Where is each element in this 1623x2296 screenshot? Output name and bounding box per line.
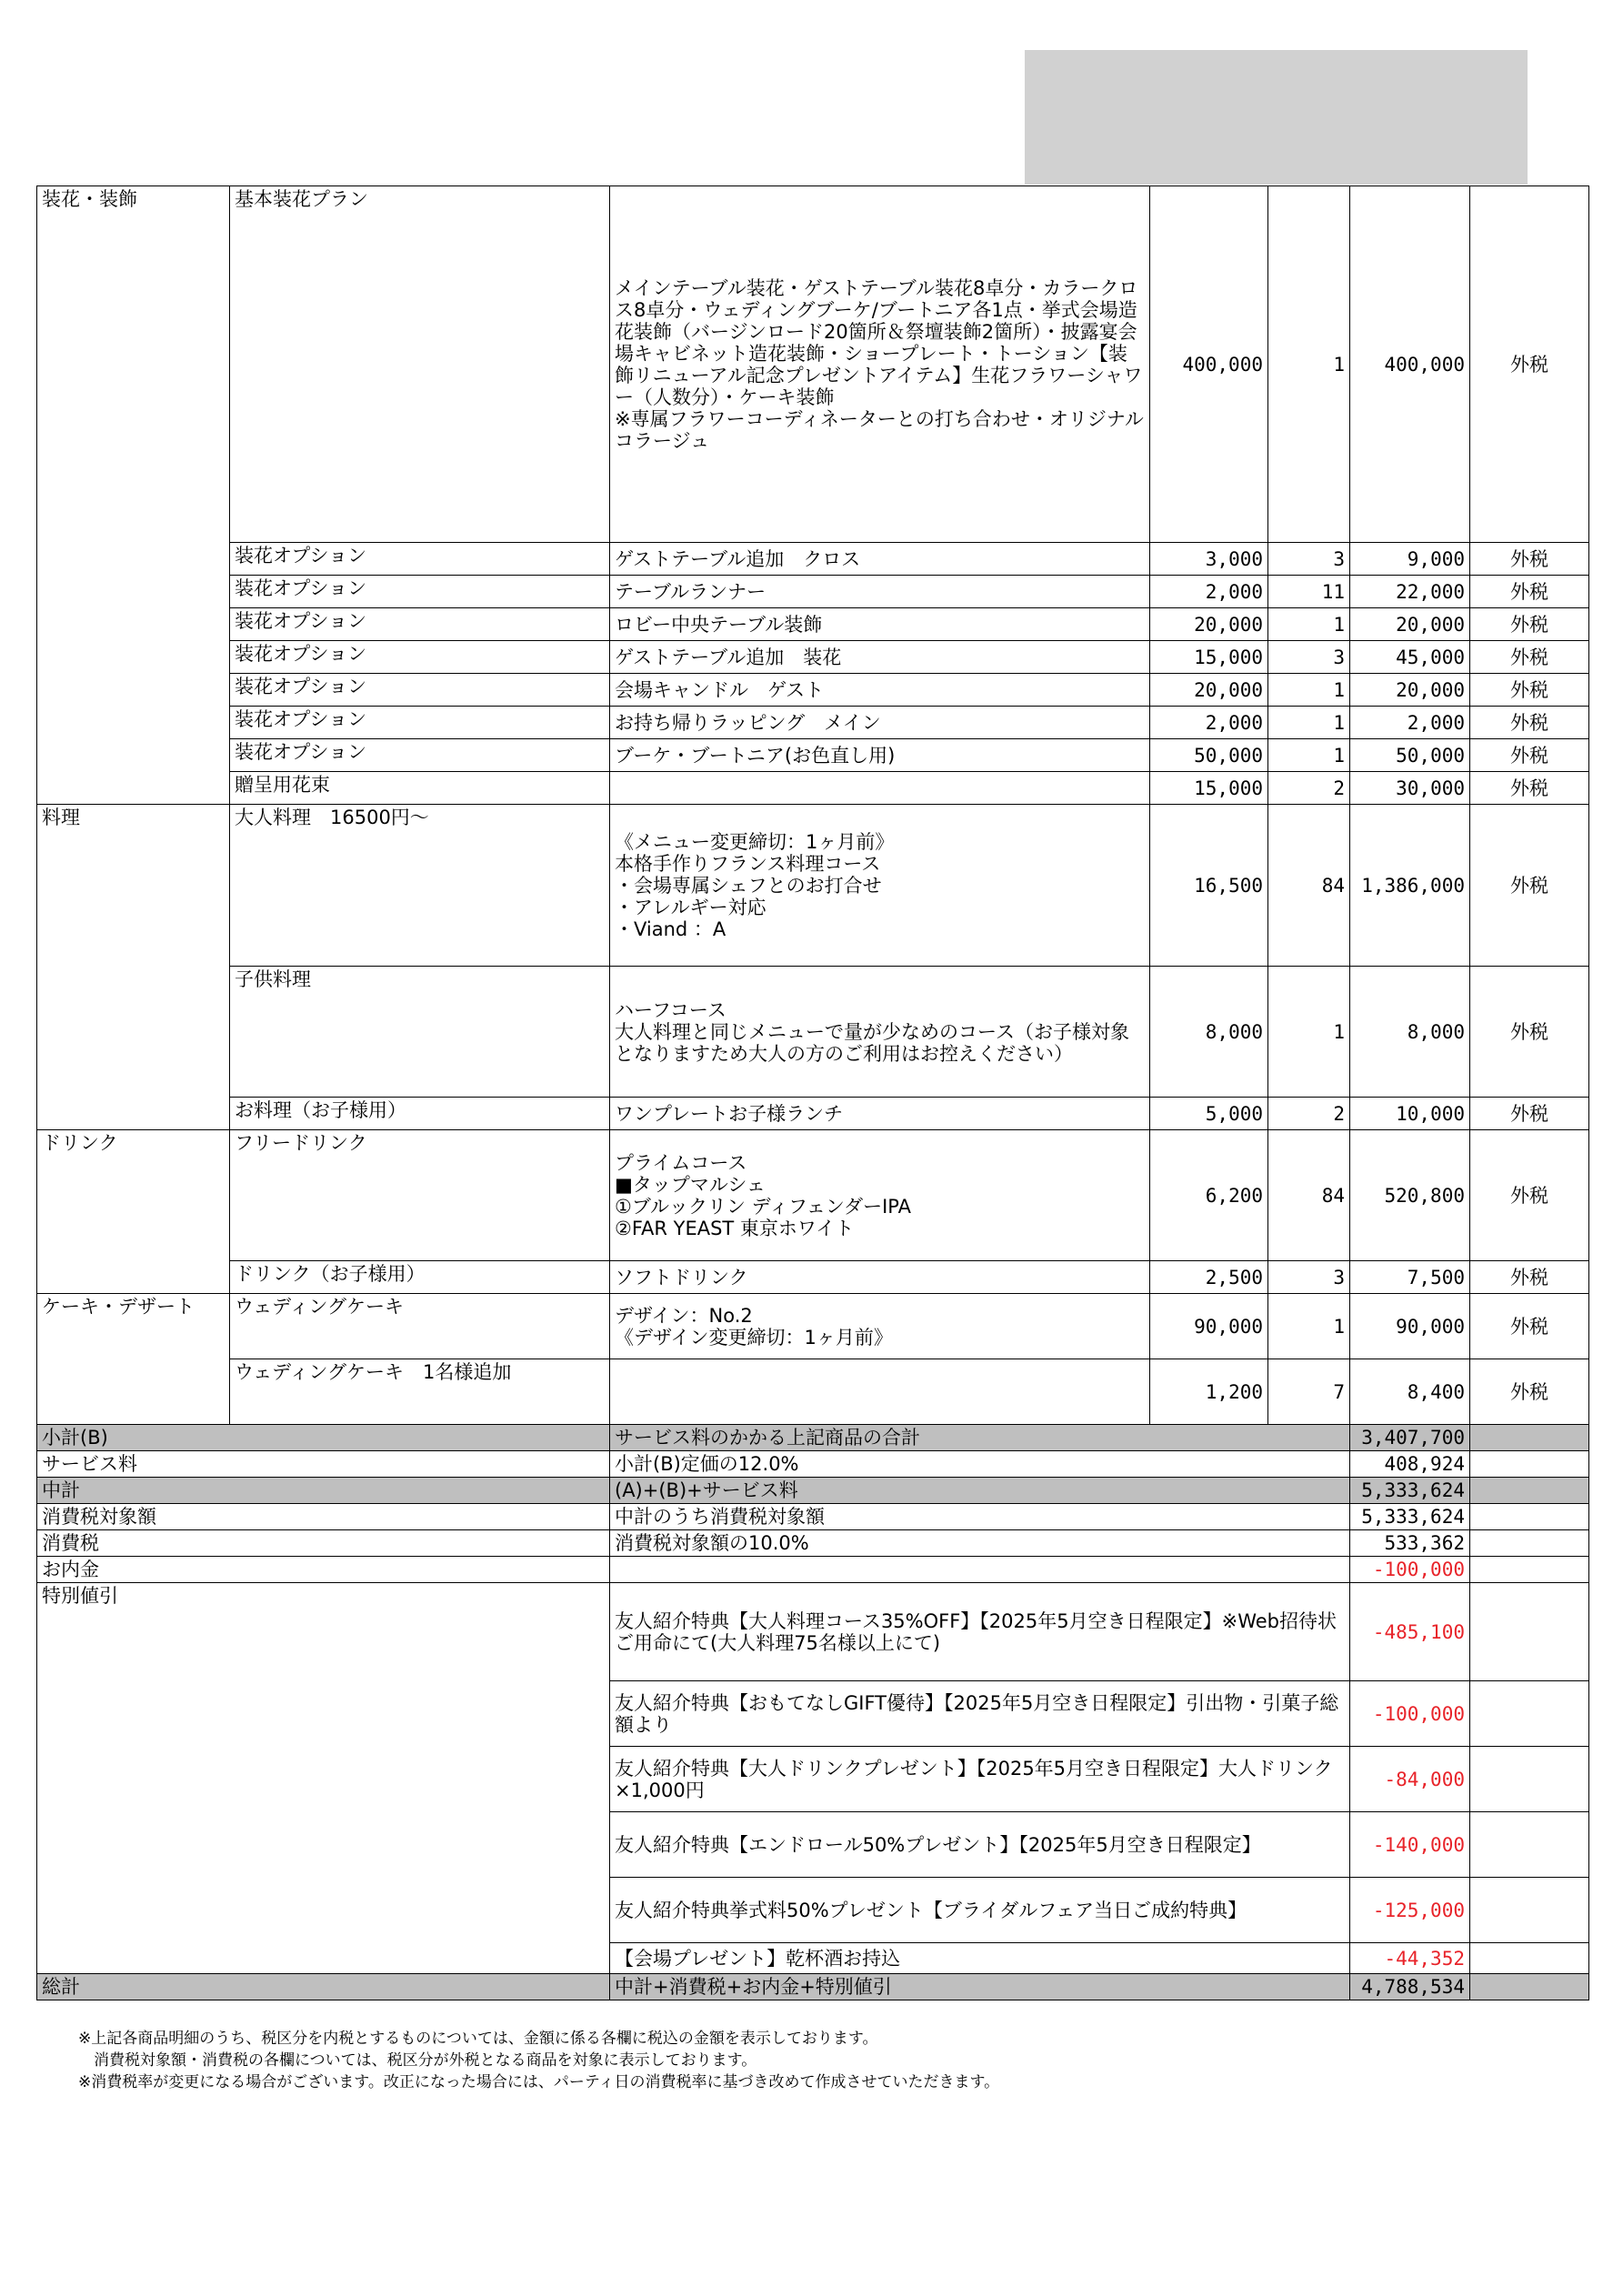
item-description: 会場キャンドル ゲスト [610,674,1150,707]
item-description: お持ち帰りラッピング メイン [610,707,1150,739]
amount: 8,400 [1350,1359,1470,1425]
item-name: 装花オプション [230,543,610,576]
unit-price: 50,000 [1150,739,1268,772]
unit-price: 2,500 [1150,1261,1268,1294]
unit-price: 20,000 [1150,674,1268,707]
summary-label: 消費税 [37,1530,610,1557]
item-description: ゲストテーブル追加 クロス [610,543,1150,576]
table-row [37,641,1589,674]
summary-label: お内金 [37,1557,610,1583]
tax-type: 外税 [1470,186,1589,543]
tax-type: 外税 [1470,1261,1589,1294]
table-row [37,674,1589,707]
footnote: ※消費税率が変更になる場合がございます。改正になった場合には、パーティ日の消費税率に基づき改めて作成させていただきます。 [78,2073,1000,2091]
item-description: ハーフコース 大人料理と同じメニューで量が少なめのコース（お子様対象となりますため大人の方のご利用はお控えください） [610,967,1150,1098]
item-name: 装花オプション [230,739,610,772]
footnotes [78,2028,999,2093]
item-name: 贈呈用花束 [230,772,610,805]
tax-type: 外税 [1470,1098,1589,1130]
amount: 20,000 [1350,674,1470,707]
discount-amount: -140,000 [1350,1812,1470,1878]
item-description: 《メニュー変更締切：1ヶ月前》 本格手作りフランス料理コース ・会場専属シェフとのお打合せ ・アレルギー対応 ・Viand ：A [610,805,1150,967]
amount: 9,000 [1350,543,1470,576]
item-description: メインテーブル装花・ゲストテーブル装花8卓分・カラークロス8卓分・ウェディングブーケ/ブートニア各1点・挙式会場造花装飾（バージンロード20箇所＆祭壇装飾2箇所）・披露宴会場キャビネット造花装飾・ショープレート・トーション【装飾リニューアル記念プレゼントアイテム】生花フラワーシャワー（人数分）・ケーキ装飾 ※専属フラワーコーディネーターとの打ち合わせ・オリジナルコラージュ [610,186,1150,543]
footnote: ※上記各商品明細のうち、税区分を内税とするものについては、金額に係る各欄に税込の金額を表示しております。 [78,2030,878,2048]
amount: 2,000 [1350,707,1470,739]
summary-description: サービス料のかかる上記商品の合計 [610,1425,1350,1451]
amount: 90,000 [1350,1294,1470,1359]
discount-row [37,1583,1589,1681]
item-name: 子供料理 [230,967,610,1098]
summary-label: 中計 [37,1478,610,1504]
amount: 30,000 [1350,772,1470,805]
item-description: プライムコース ■タップマルシェ ①ブルックリン ディフェンダーIPA ②FAR YEAST 東京ホワイト [610,1130,1150,1261]
table-row [37,707,1589,739]
item-name: 大人料理 16500円～ [230,805,610,967]
summary-description: 消費税対象額の10.0% [610,1530,1350,1557]
unit-price: 400,000 [1150,186,1268,543]
summary-description: 中計のうち消費税対象額 [610,1504,1350,1530]
item-description: ワンプレートお子様ランチ [610,1098,1150,1130]
amount: 22,000 [1350,576,1470,608]
discount-description: 友人紹介特典【エンドロール50%プレゼント】【2025年5月空き日程限定】 [610,1812,1350,1878]
tax-type: 外税 [1470,608,1589,641]
quantity: 3 [1268,1261,1350,1294]
item-name: 装花オプション [230,608,610,641]
tax-type: 外税 [1470,739,1589,772]
summary-row-deposit [37,1557,1589,1583]
tax-type: 外税 [1470,1130,1589,1261]
discount-label: 特別値引 [37,1583,610,1974]
discount-amount: -125,000 [1350,1878,1470,1943]
discount-description: 友人紹介特典【大人料理コース35%OFF】【2025年5月空き日程限定】※Web招待状ご用命にて(大人料理75名様以上にて) [610,1583,1350,1681]
unit-price: 8,000 [1150,967,1268,1098]
footnote: 消費税対象額・消費税の各欄については、税区分が外税となる商品を対象に表示しております。 [78,2051,757,2070]
quantity: 1 [1268,739,1350,772]
table-row [37,1098,1589,1130]
amount: 50,000 [1350,739,1470,772]
table-row [37,739,1589,772]
quantity: 1 [1268,674,1350,707]
item-name: ドリンク（お子様用） [230,1261,610,1294]
item-name: ウェディングケーキ [230,1294,610,1359]
unit-price: 6,200 [1150,1130,1268,1261]
unit-price: 1,200 [1150,1359,1268,1425]
tax-type: 外税 [1470,1359,1589,1425]
table-row [37,1294,1589,1359]
unit-price: 15,000 [1150,641,1268,674]
category-cell: 装花・装飾 [37,186,230,805]
summary-row-service [37,1451,1589,1478]
summary-amount: 5,333,624 [1350,1478,1470,1504]
tax-type: 外税 [1470,543,1589,576]
table-row [37,576,1589,608]
summary-amount: 533,362 [1350,1530,1470,1557]
total-label: 総計 [37,1974,610,2000]
item-name: ウェディングケーキ 1名様追加 [230,1359,610,1425]
quantity: 1 [1268,1294,1350,1359]
table-row [37,772,1589,805]
summary-description [610,1557,1350,1583]
tax-type: 外税 [1470,805,1589,967]
amount: 7,500 [1350,1261,1470,1294]
unit-price: 3,000 [1150,543,1268,576]
item-description [610,772,1150,805]
discount-description: 【会場プレゼント】乾杯酒お持込 [610,1943,1350,1974]
quantity: 1 [1268,967,1350,1098]
quantity: 7 [1268,1359,1350,1425]
discount-amount: -44,352 [1350,1943,1470,1974]
item-name: お料理（お子様用） [230,1098,610,1130]
unit-price: 2,000 [1150,576,1268,608]
summary-label: サービス料 [37,1451,610,1478]
quantity: 1 [1268,707,1350,739]
item-description: ロビー中央テーブル装飾 [610,608,1150,641]
tax-type: 外税 [1470,772,1589,805]
table-row [37,805,1589,967]
quantity: 1 [1268,608,1350,641]
item-description: ゲストテーブル追加 装花 [610,641,1150,674]
category-cell: ドリンク [37,1130,230,1294]
summary-label: 消費税対象額 [37,1504,610,1530]
summary-amount: 408,924 [1350,1451,1470,1478]
quantity: 11 [1268,576,1350,608]
unit-price: 16,500 [1150,805,1268,967]
summary-row-taxable [37,1504,1589,1530]
summary-amount: 3,407,700 [1350,1425,1470,1451]
estimate-table [36,185,1589,2000]
item-description [610,1359,1150,1425]
tax-type: 外税 [1470,674,1589,707]
category-cell: ケーキ・デザート [37,1294,230,1425]
discount-amount: -485,100 [1350,1583,1470,1681]
discount-amount: -100,000 [1350,1681,1470,1747]
amount: 8,000 [1350,967,1470,1098]
table-row [37,608,1589,641]
amount: 520,800 [1350,1130,1470,1261]
summary-description: (A)+(B)+サービス料 [610,1478,1350,1504]
category-cell: 料理 [37,805,230,1130]
unit-price: 5,000 [1150,1098,1268,1130]
header-placeholder-box [1025,50,1528,185]
item-name: 装花オプション [230,641,610,674]
quantity: 3 [1268,543,1350,576]
amount: 1,386,000 [1350,805,1470,967]
discount-description: 友人紹介特典【おもてなしGIFT優待】【2025年5月空き日程限定】引出物・引菓子総額より [610,1681,1350,1747]
unit-price: 90,000 [1150,1294,1268,1359]
summary-amount: -100,000 [1350,1557,1470,1583]
amount: 45,000 [1350,641,1470,674]
quantity: 84 [1268,1130,1350,1261]
unit-price: 20,000 [1150,608,1268,641]
item-name: 装花オプション [230,674,610,707]
table-row [37,186,1589,543]
discount-amount: -84,000 [1350,1747,1470,1812]
item-description: デザイン：No.2 《デザイン変更締切：1ヶ月前》 [610,1294,1150,1359]
summary-row-tax [37,1530,1589,1557]
summary-label: 小計(B) [37,1425,610,1451]
quantity: 2 [1268,1098,1350,1130]
table-row [37,1261,1589,1294]
amount: 10,000 [1350,1098,1470,1130]
summary-amount: 5,333,624 [1350,1504,1470,1530]
quantity: 3 [1268,641,1350,674]
table-row [37,1130,1589,1261]
tax-type: 外税 [1470,967,1589,1098]
unit-price: 2,000 [1150,707,1268,739]
item-name: 装花オプション [230,576,610,608]
total-row [37,1974,1589,2000]
tax-type: 外税 [1470,1294,1589,1359]
table-row [37,967,1589,1098]
table-row [37,1359,1589,1425]
amount: 20,000 [1350,608,1470,641]
table-row [37,543,1589,576]
total-description: 中計+消費税+お内金+特別値引 [610,1974,1350,2000]
summary-description: 小計(B)定価の12.0% [610,1451,1350,1478]
tax-type: 外税 [1470,707,1589,739]
discount-description: 友人紹介特典挙式料50%プレゼント【ブライダルフェア当日ご成約特典】 [610,1878,1350,1943]
quantity: 2 [1268,772,1350,805]
tax-type: 外税 [1470,641,1589,674]
item-description: テーブルランナー [610,576,1150,608]
item-name: フリードリンク [230,1130,610,1261]
quantity: 1 [1268,186,1350,543]
total-amount: 4,788,534 [1350,1974,1470,2000]
tax-type: 外税 [1470,576,1589,608]
item-name: 基本装花プラン [230,186,610,543]
amount: 400,000 [1350,186,1470,543]
summary-row-subtotal [37,1425,1589,1451]
discount-description: 友人紹介特典【大人ドリンクプレゼント】【2025年5月空き日程限定】大人ドリンク×1,000円 [610,1747,1350,1812]
unit-price: 15,000 [1150,772,1268,805]
item-name: 装花オプション [230,707,610,739]
item-description: ブーケ・ブートニア(お色直し用) [610,739,1150,772]
item-description: ソフトドリンク [610,1261,1150,1294]
quantity: 84 [1268,805,1350,967]
summary-row-midtotal [37,1478,1589,1504]
